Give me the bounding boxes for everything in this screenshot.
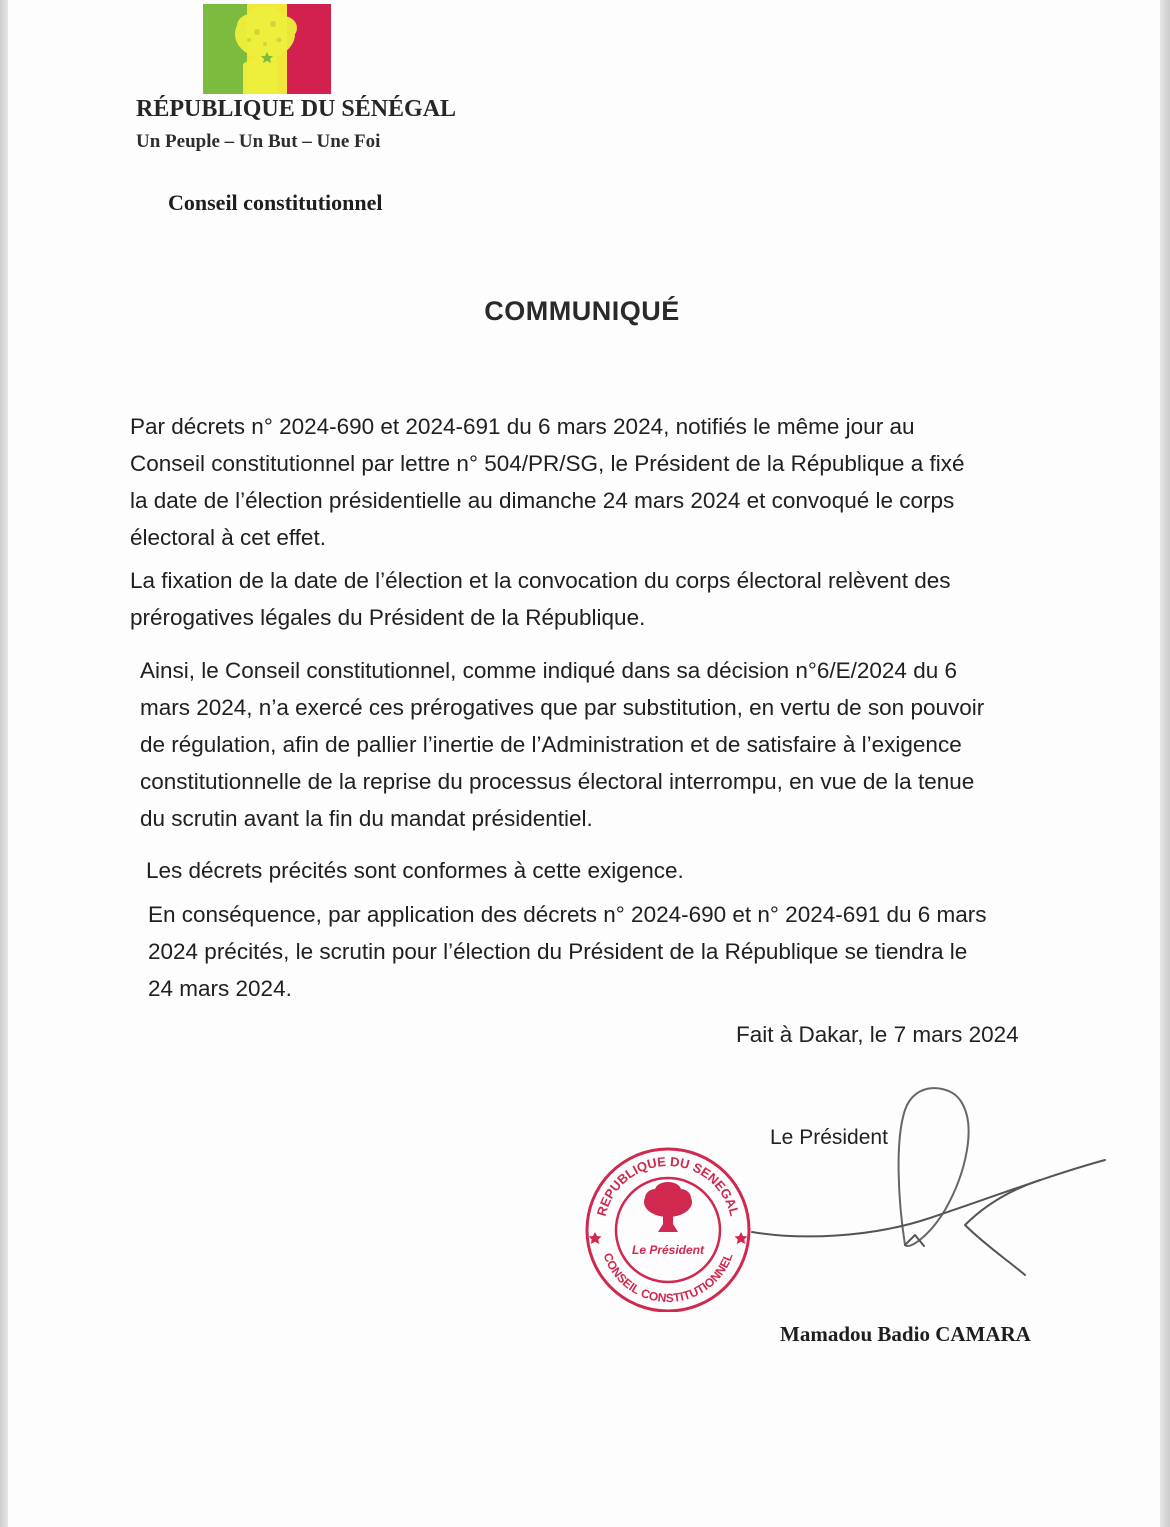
stamp-bottom-text: CONSEIL CONSTITUTIONNEL xyxy=(600,1250,736,1306)
page-edge-right xyxy=(1160,0,1170,1527)
paragraph xyxy=(130,562,951,636)
paragraph-line: La fixation de la date de l’élection et la convocation du corps électoral relèvent des xyxy=(130,568,951,593)
paragraph-line: Conseil constitutionnel par lettre n° 504/PR/SG, le Président de la République a fixé xyxy=(130,451,965,476)
paragraph xyxy=(130,408,964,556)
institution-name: Conseil constitutionnel xyxy=(168,190,383,215)
paragraph xyxy=(148,896,987,1007)
paragraph-line: En conséquence, par application des décrets n° 2024-690 et n° 2024-691 du 6 mars xyxy=(148,902,987,927)
senegal-emblem-icon xyxy=(203,4,331,94)
paragraph-line: prérogatives légales du Président de la République. xyxy=(130,605,646,630)
stamp-center-text: Le Président xyxy=(631,1243,705,1257)
paragraph-line: Par décrets n° 2024-690 et 2024-691 du 6 mars 2024, notifiés le même jour au xyxy=(130,414,915,439)
paragraph-line: 2024 précités, le scrutin pour l’élection du Président de la République se tiendra le xyxy=(148,939,968,964)
page-edge-left xyxy=(0,0,8,1527)
paragraph xyxy=(140,652,984,837)
paragraph-line: électoral à cet effet. xyxy=(130,525,326,550)
document-title: COMMUNIQUÉ xyxy=(484,296,680,326)
paragraph xyxy=(146,852,684,889)
official-stamp xyxy=(582,1142,752,1312)
place-and-date: Fait à Dakar, le 7 mars 2024 xyxy=(736,1022,1019,1047)
baobab-tree-icon xyxy=(644,1182,692,1232)
signatory-role: Le Président xyxy=(770,1126,888,1149)
paragraph-line: du scrutin avant la fin du mandat présidentiel. xyxy=(140,806,593,831)
paragraph-line: la date de l’élection présidentielle au dimanche 24 mars 2024 et convoqué le corps xyxy=(130,488,955,513)
country-name: RÉPUBLIQUE DU SÉNÉGAL xyxy=(136,96,457,122)
paragraph-line: 24 mars 2024. xyxy=(148,976,292,1001)
paragraph-line: de régulation, afin de pallier l’inertie de l’Administration et de satisfaire à l’exigence xyxy=(140,732,962,757)
paragraph-line: Ainsi, le Conseil constitutionnel, comme indiqué dans sa décision n°6/E/2024 du 6 xyxy=(140,658,957,683)
stamp-top-text: REPUBLIQUE DU SENEGAL xyxy=(593,1153,743,1218)
national-motto: Un Peuple – Un But – Une Foi xyxy=(136,131,381,152)
paragraph-line: mars 2024, n’a exercé ces prérogatives que par substitution, en vertu de son pouvoir xyxy=(140,695,985,720)
paragraph-line: Les décrets précités sont conformes à cette exigence. xyxy=(146,858,684,883)
paragraph-line: constitutionnelle de la reprise du processus électoral interrompu, en vue de la tenue xyxy=(140,769,975,794)
signatory-name: Mamadou Badio CAMARA xyxy=(780,1322,1031,1346)
baobab-tree-icon xyxy=(203,4,331,94)
